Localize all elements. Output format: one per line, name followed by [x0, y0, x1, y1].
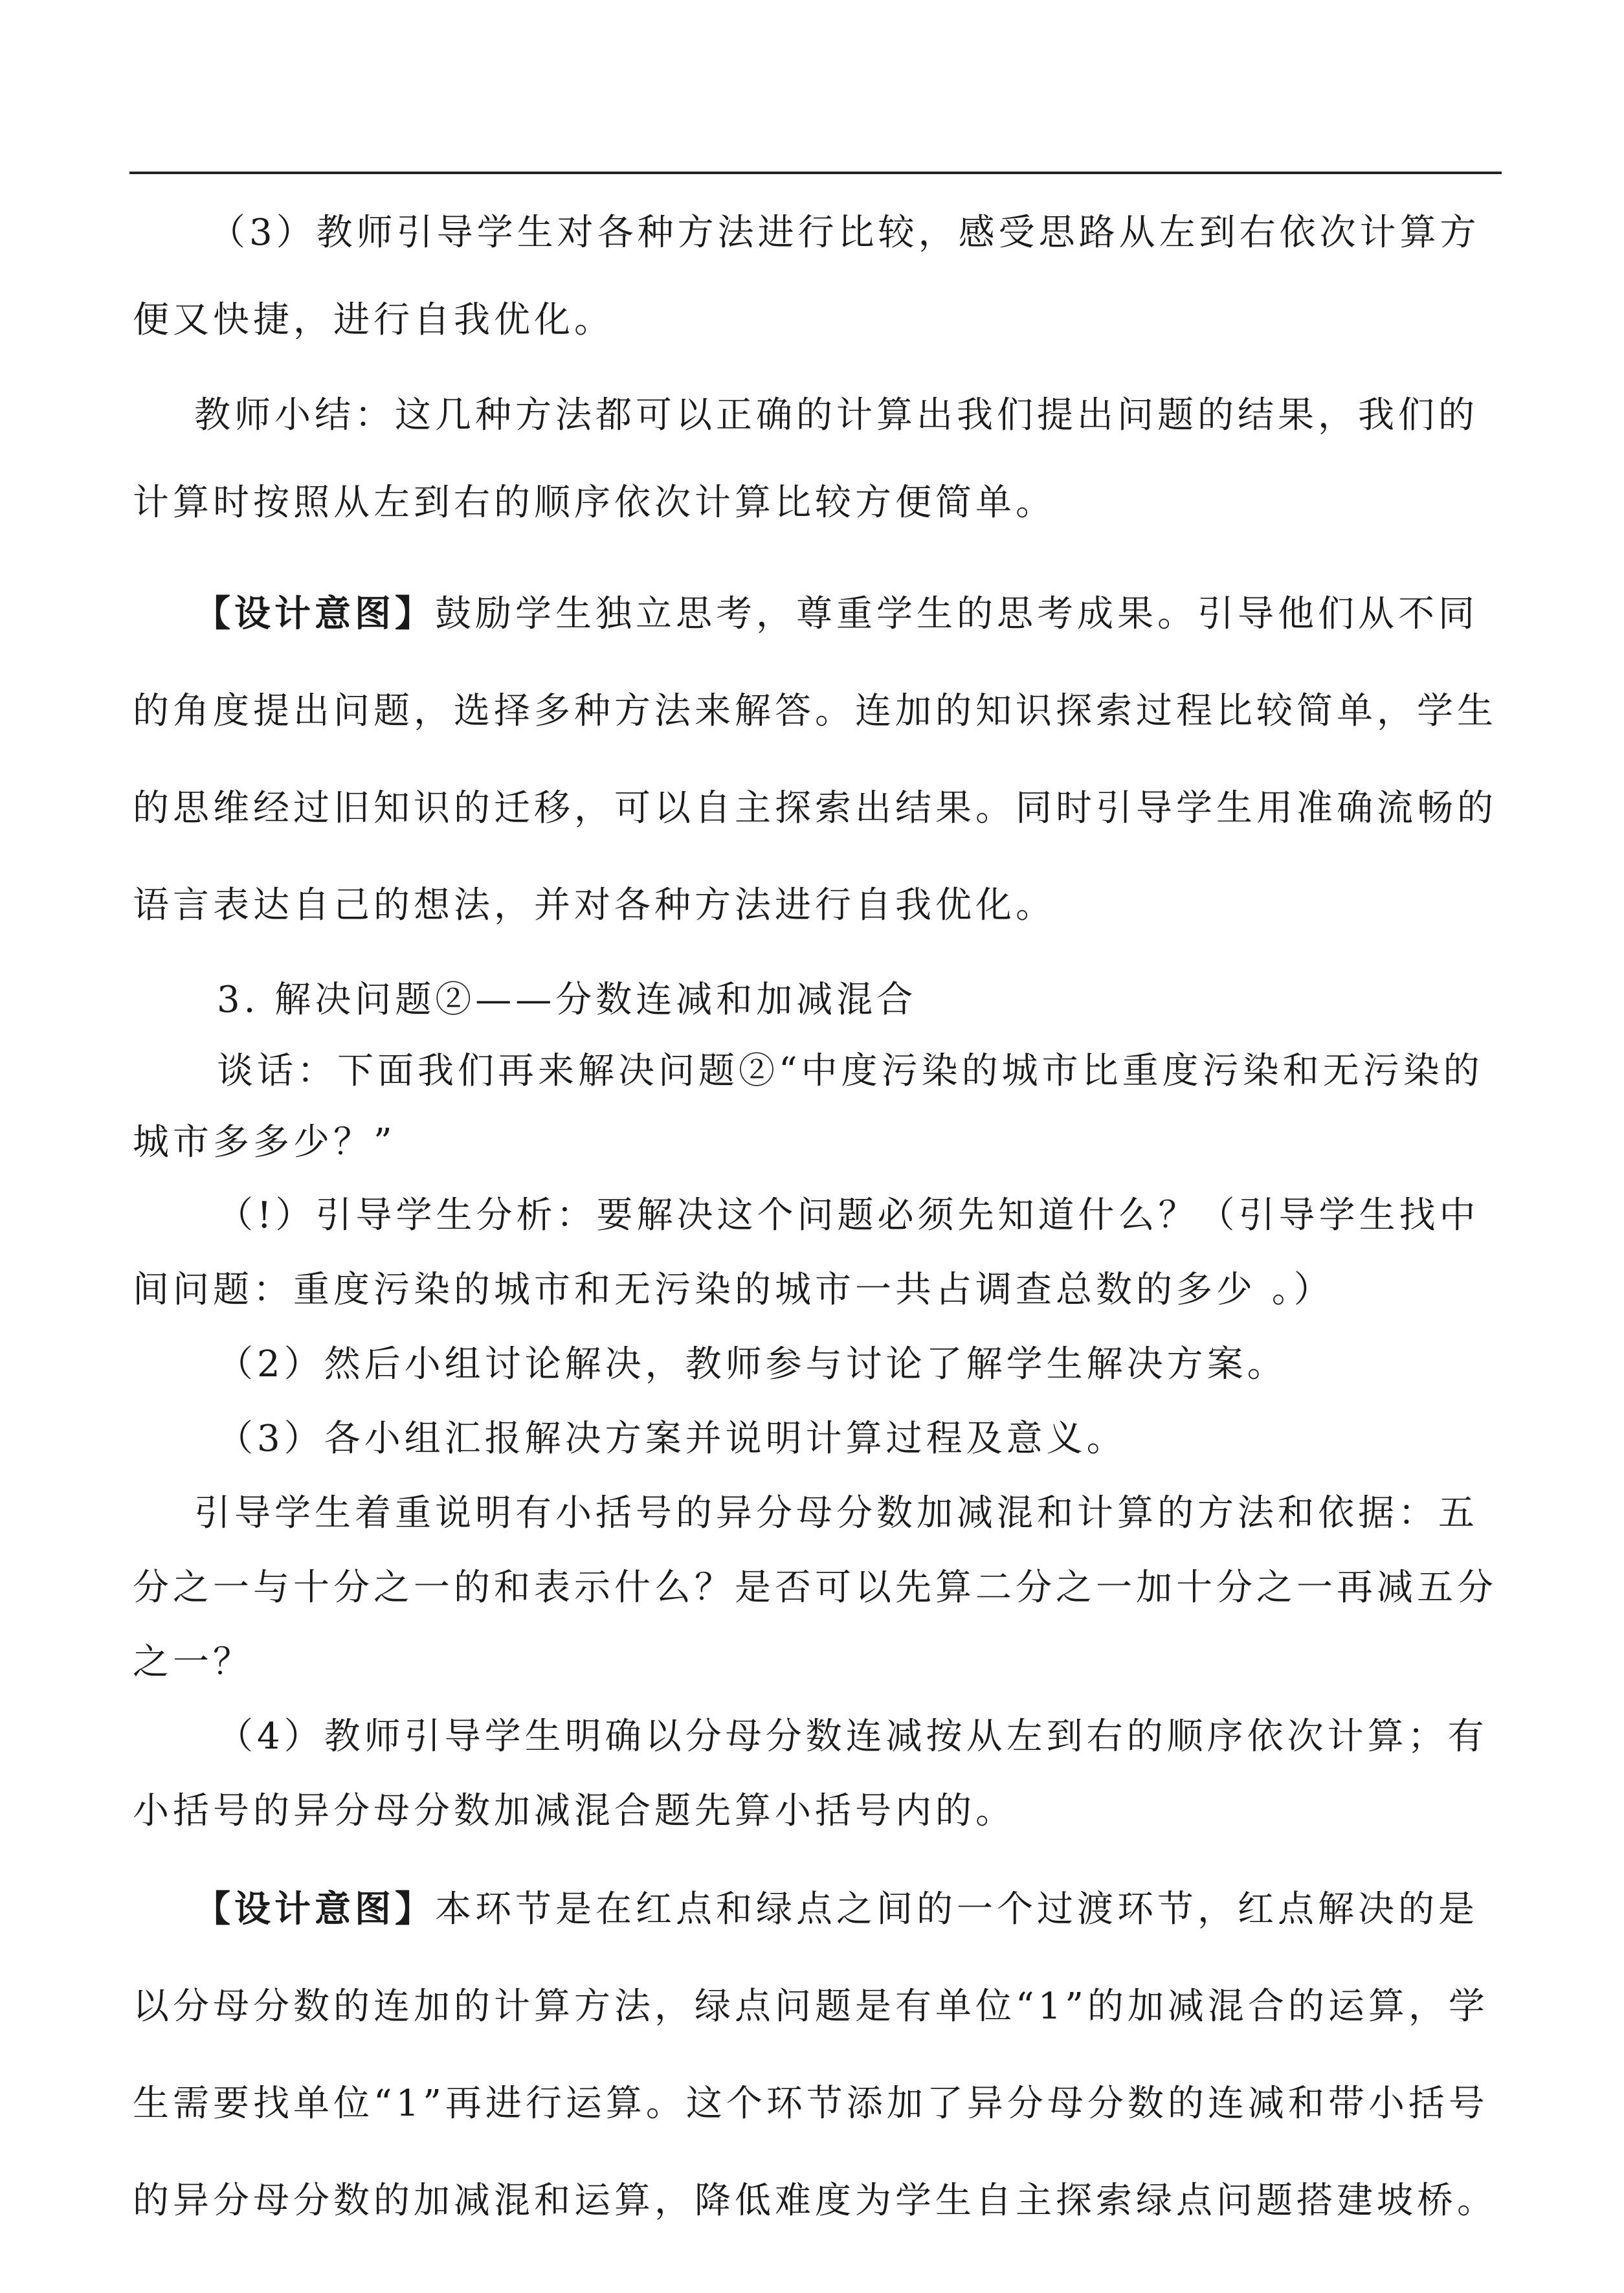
- paragraph-guide-explain: 引导学生着重说明有小括号的异分母分数加减混和计算的方法和依据：五分之一与十分之一的和表示什么？是否可以先算二分之一加十分之一再减五分之一？: [133, 1492, 1497, 1683]
- paragraph-teacher-summary: 教师小结：这几种方法都可以正确的计算出我们提出问题的结果，我们的计算时按照从左到右的顺序依次计算比较方便简单。: [133, 394, 1478, 524]
- header-rule: [129, 172, 1502, 174]
- document-body: [133, 175, 1505, 2250]
- paragraph-step-4: （4）教师引导学生明确以分母分数连减按从左到右的顺序依次计算；有小括号的异分母分数加减混合题先算小括号内的。: [133, 1716, 1488, 1832]
- paragraph-step-3: （3）各小组汇报解决方案并说明计算过程及意义。: [217, 1418, 1127, 1460]
- paragraph-step-2: （2）然后小组讨论解决，教师参与讨论了解学生解决方案。: [217, 1343, 1287, 1385]
- paragraph-design-intent-2: [133, 1861, 1505, 2250]
- paragraph-talk: 谈话：下面我们再来解决问题②“中度污染的城市比重度污染和无污染的城市多多少？”: [133, 1050, 1484, 1163]
- paragraph-design-intent-1: [133, 566, 1505, 954]
- section-heading-problem-2: 3. 解决问题②——分数连减和加减混合: [217, 979, 917, 1021]
- design-intent-text-2: 本环节是在红点和绿点之间的一个过渡环节，红点解决的是以分母分数的连加的计算方法，绿点问题是有单位“1”的加减混合的运算，学生需要找单位“1”再进行运算。这个环节添加了异分母分数的连减和带小括号的异分母分数的加减混和运算，降低难度为学生自主探索绿点问题搭建坡桥。: [133, 1888, 1497, 2222]
- design-intent-text: 鼓励学生独立思考，尊重学生的思考成果。引导他们从不同的角度提出问题，选择多种方法来解答。连加的知识探索过程比较简单，学生的思维经过旧知识的迁移，可以自主探索出结果。同时引导学生用准确流畅的语言表达自己的想法，并对各种方法进行自我优化。: [133, 593, 1497, 926]
- paragraph-step-1: （!）引导学生分析：要解决这个问题必须先知道什么？（引导学生找中间问题：重度污染的城市和无污染的城市一共占调查总数的多少 。）: [133, 1194, 1480, 1311]
- design-intent-label-2: 【设计意图】: [194, 1888, 435, 1930]
- paragraph-compare-methods: （3）教师引导学生对各种方法进行比较，感受思路从左到右依次计算方便又快捷，进行自我优化。: [133, 212, 1480, 341]
- design-intent-label: 【设计意图】: [194, 593, 435, 635]
